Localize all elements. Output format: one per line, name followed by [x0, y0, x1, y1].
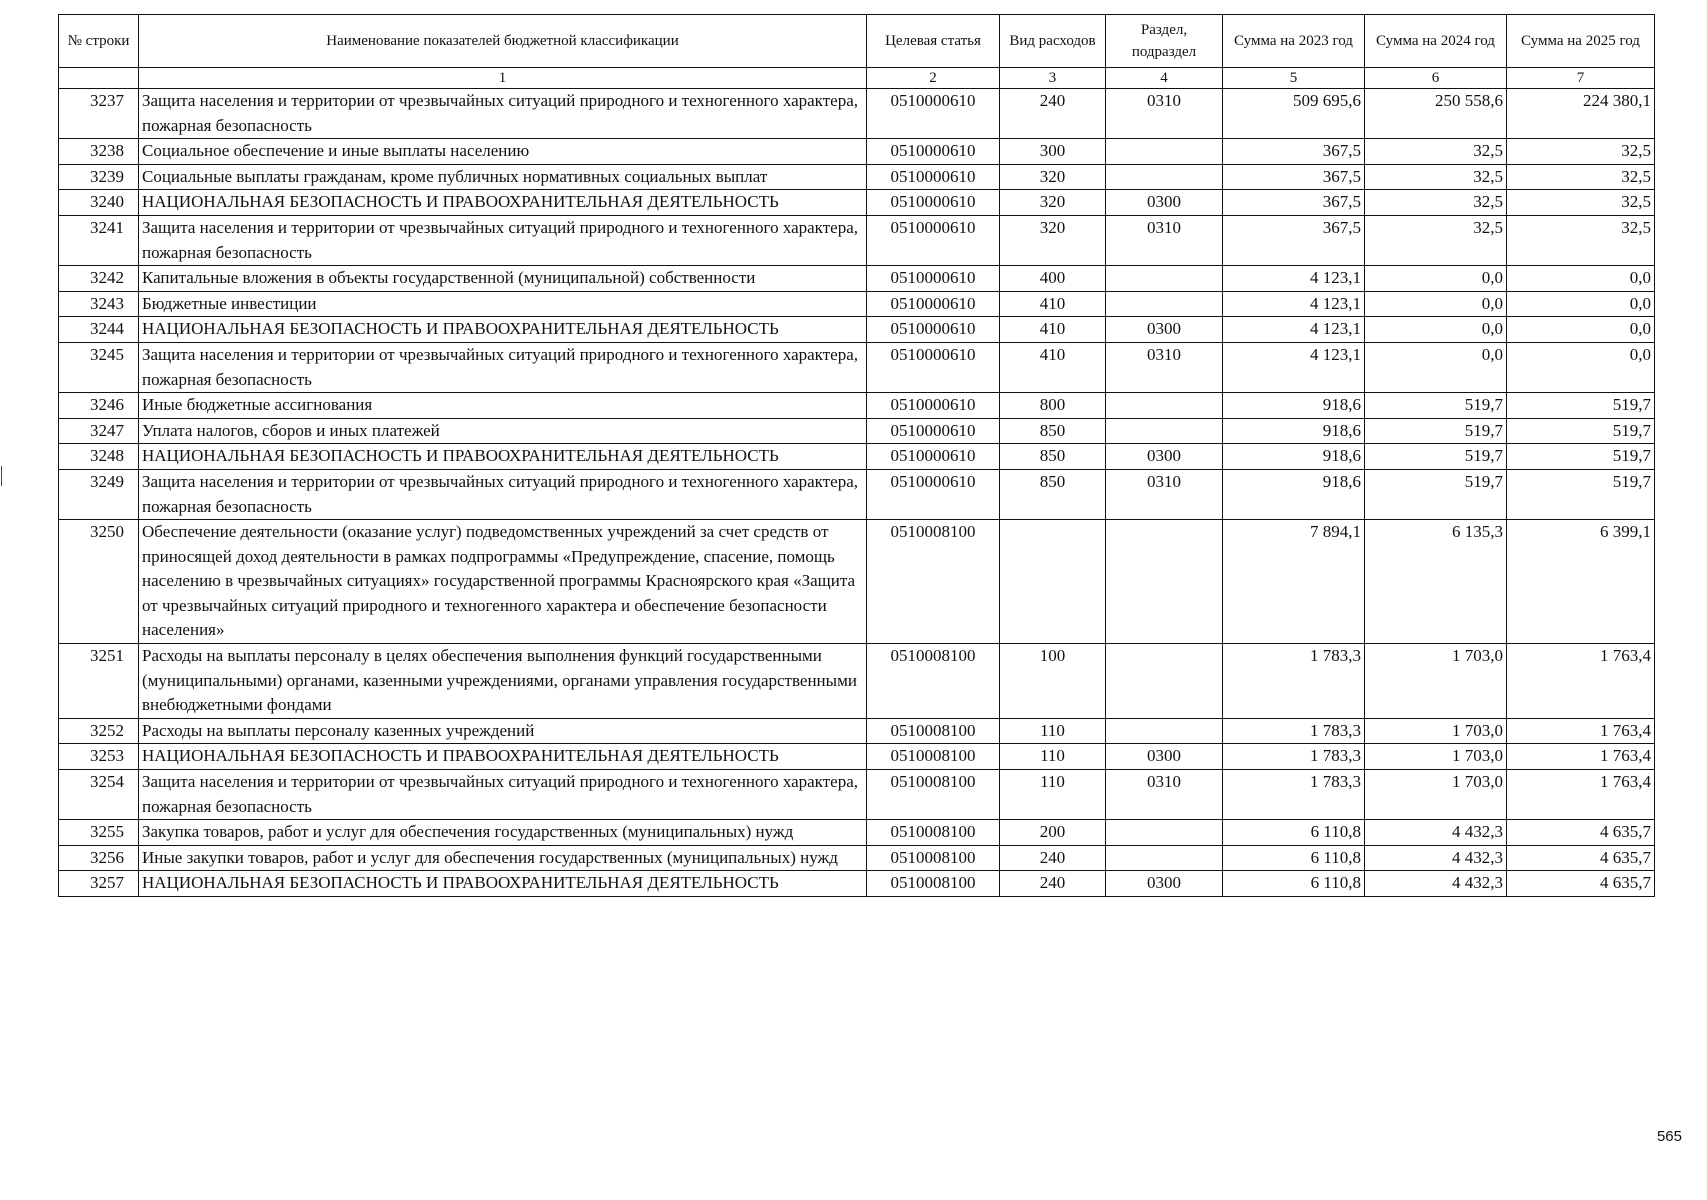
expense-type-cell: 320 [1000, 215, 1106, 265]
section-cell [1106, 164, 1223, 190]
sum-2024-cell: 519,7 [1365, 418, 1507, 444]
table-row [59, 215, 1655, 265]
column-number: 6 [1365, 68, 1507, 89]
section-cell: 0310 [1106, 89, 1223, 139]
row-number-cell: 3256 [59, 845, 139, 871]
header-sum-2023: Сумма на 2023 год [1223, 15, 1365, 68]
table-row [59, 644, 1655, 719]
target-article-cell: 0510000610 [867, 291, 1000, 317]
sum-2023-cell: 367,5 [1223, 139, 1365, 165]
sum-2023-cell: 509 695,6 [1223, 89, 1365, 139]
table-row [59, 520, 1655, 644]
table-row [59, 266, 1655, 292]
sum-2025-cell: 0,0 [1507, 317, 1655, 343]
section-cell: 0300 [1106, 190, 1223, 216]
table-row [59, 291, 1655, 317]
section-cell: 0310 [1106, 342, 1223, 392]
section-cell: 0300 [1106, 444, 1223, 470]
section-cell [1106, 393, 1223, 419]
section-cell [1106, 845, 1223, 871]
sum-2024-cell: 0,0 [1365, 317, 1507, 343]
header-row [59, 15, 1655, 68]
sum-2024-cell: 0,0 [1365, 291, 1507, 317]
row-number-cell: 3241 [59, 215, 139, 265]
sum-2025-cell: 4 635,7 [1507, 820, 1655, 846]
column-number: 4 [1106, 68, 1223, 89]
header-section: Раздел, подраздел [1106, 15, 1223, 68]
target-article-cell: 0510000610 [867, 190, 1000, 216]
row-number-cell: 3253 [59, 744, 139, 770]
section-cell: 0310 [1106, 469, 1223, 519]
table-row [59, 89, 1655, 139]
sum-2023-cell: 1 783,3 [1223, 744, 1365, 770]
column-number: 5 [1223, 68, 1365, 89]
expense-type-cell: 410 [1000, 291, 1106, 317]
sum-2023-cell: 6 110,8 [1223, 871, 1365, 897]
target-article-cell: 0510000610 [867, 215, 1000, 265]
sum-2024-cell: 519,7 [1365, 444, 1507, 470]
sum-2024-cell: 32,5 [1365, 164, 1507, 190]
sum-2025-cell: 224 380,1 [1507, 89, 1655, 139]
row-number-cell: 3247 [59, 418, 139, 444]
row-number-cell: 3245 [59, 342, 139, 392]
target-article-cell: 0510000610 [867, 139, 1000, 165]
sum-2025-cell: 1 763,4 [1507, 644, 1655, 719]
header-row-number: № строки [59, 15, 139, 68]
sum-2024-cell: 1 703,0 [1365, 744, 1507, 770]
sum-2024-cell: 0,0 [1365, 342, 1507, 392]
column-number: 3 [1000, 68, 1106, 89]
target-article-cell: 0510000610 [867, 342, 1000, 392]
table-row [59, 317, 1655, 343]
column-number-row [59, 68, 1655, 89]
section-cell [1106, 266, 1223, 292]
target-article-cell: 0510008100 [867, 845, 1000, 871]
row-number-cell: 3237 [59, 89, 139, 139]
column-number [59, 68, 139, 89]
header-expense-type: Вид расходов [1000, 15, 1106, 68]
target-article-cell: 0510000610 [867, 444, 1000, 470]
sum-2025-cell: 1 763,4 [1507, 718, 1655, 744]
table-body [59, 89, 1655, 897]
expense-type-cell: 100 [1000, 644, 1106, 719]
indicator-name-cell: НАЦИОНАЛЬНАЯ БЕЗОПАСНОСТЬ И ПРАВООХРАНИТЕЛЬНАЯ ДЕЯТЕЛЬНОСТЬ [139, 744, 867, 770]
table-row [59, 770, 1655, 820]
expense-type-cell: 850 [1000, 444, 1106, 470]
column-number: 7 [1507, 68, 1655, 89]
row-number-cell: 3240 [59, 190, 139, 216]
table-row [59, 444, 1655, 470]
target-article-cell: 0510000610 [867, 266, 1000, 292]
sum-2023-cell: 1 783,3 [1223, 644, 1365, 719]
expense-type-cell: 850 [1000, 469, 1106, 519]
expense-type-cell: 110 [1000, 744, 1106, 770]
indicator-name-cell: НАЦИОНАЛЬНАЯ БЕЗОПАСНОСТЬ И ПРАВООХРАНИТЕЛЬНАЯ ДЕЯТЕЛЬНОСТЬ [139, 871, 867, 897]
sum-2024-cell: 519,7 [1365, 393, 1507, 419]
indicator-name-cell: Социальные выплаты гражданам, кроме публичных нормативных социальных выплат [139, 164, 867, 190]
expense-type-cell: 300 [1000, 139, 1106, 165]
row-number-cell: 3255 [59, 820, 139, 846]
header-sum-2025: Сумма на 2025 год [1507, 15, 1655, 68]
section-cell: 0310 [1106, 215, 1223, 265]
section-cell [1106, 520, 1223, 644]
sum-2025-cell: 6 399,1 [1507, 520, 1655, 644]
expense-type-cell: 320 [1000, 190, 1106, 216]
sum-2024-cell: 4 432,3 [1365, 871, 1507, 897]
sum-2024-cell: 519,7 [1365, 469, 1507, 519]
indicator-name-cell: Закупка товаров, работ и услуг для обеспечения государственных (муниципальных) нужд [139, 820, 867, 846]
sum-2025-cell: 0,0 [1507, 342, 1655, 392]
row-number-cell: 3254 [59, 770, 139, 820]
table-row [59, 190, 1655, 216]
table-row [59, 139, 1655, 165]
target-article-cell: 0510000610 [867, 469, 1000, 519]
section-cell: 0310 [1106, 770, 1223, 820]
expense-type-cell: 410 [1000, 342, 1106, 392]
sum-2024-cell: 1 703,0 [1365, 644, 1507, 719]
table-row [59, 469, 1655, 519]
target-article-cell: 0510000610 [867, 393, 1000, 419]
page-number: 565 [1656, 1128, 1682, 1145]
budget-table [58, 14, 1655, 897]
expense-type-cell [1000, 520, 1106, 644]
expense-type-cell: 320 [1000, 164, 1106, 190]
row-number-cell: 3248 [59, 444, 139, 470]
indicator-name-cell: НАЦИОНАЛЬНАЯ БЕЗОПАСНОСТЬ И ПРАВООХРАНИТЕЛЬНАЯ ДЕЯТЕЛЬНОСТЬ [139, 444, 867, 470]
sum-2023-cell: 6 110,8 [1223, 845, 1365, 871]
sum-2025-cell: 32,5 [1507, 215, 1655, 265]
sum-2025-cell: 4 635,7 [1507, 871, 1655, 897]
indicator-name-cell: Расходы на выплаты персоналу в целях обеспечения выполнения функций государственными (муниципальными) органами, казенными учреждениями, органами управления государственными внебюджетными фондами [139, 644, 867, 719]
sum-2024-cell: 0,0 [1365, 266, 1507, 292]
indicator-name-cell: Уплата налогов, сборов и иных платежей [139, 418, 867, 444]
expense-type-cell: 110 [1000, 770, 1106, 820]
expense-type-cell: 410 [1000, 317, 1106, 343]
indicator-name-cell: Обеспечение деятельности (оказание услуг) подведомственных учреждений за счет средств от приносящей доход деятельности в рамках подпрограммы «Предупреждение, спасение, помощь населению в чрезвычайных ситуациях» государственной программы Красноярского края «Защита от чрезвычайных ситуаций природного и техногенного характера и обеспечение безопасности населения» [139, 520, 867, 644]
target-article-cell: 0510008100 [867, 644, 1000, 719]
section-cell [1106, 820, 1223, 846]
target-article-cell: 0510000610 [867, 89, 1000, 139]
expense-type-cell: 200 [1000, 820, 1106, 846]
table-row [59, 718, 1655, 744]
target-article-cell: 0510008100 [867, 718, 1000, 744]
indicator-name-cell: Капитальные вложения в объекты государственной (муниципальной) собственности [139, 266, 867, 292]
row-number-cell: 3246 [59, 393, 139, 419]
target-article-cell: 0510008100 [867, 820, 1000, 846]
row-number-cell: 3239 [59, 164, 139, 190]
section-cell [1106, 644, 1223, 719]
table-row [59, 820, 1655, 846]
column-number: 2 [867, 68, 1000, 89]
row-number-cell: 3250 [59, 520, 139, 644]
sum-2024-cell: 1 703,0 [1365, 718, 1507, 744]
sum-2024-cell: 32,5 [1365, 215, 1507, 265]
indicator-name-cell: Социальное обеспечение и иные выплаты населению [139, 139, 867, 165]
table-row [59, 393, 1655, 419]
sum-2023-cell: 918,6 [1223, 393, 1365, 419]
header-target-article: Целевая статья [867, 15, 1000, 68]
indicator-name-cell: Расходы на выплаты персоналу казенных учреждений [139, 718, 867, 744]
table-row [59, 845, 1655, 871]
table-row [59, 418, 1655, 444]
table-row [59, 342, 1655, 392]
header-sum-2024: Сумма на 2024 год [1365, 15, 1507, 68]
indicator-name-cell: НАЦИОНАЛЬНАЯ БЕЗОПАСНОСТЬ И ПРАВООХРАНИТЕЛЬНАЯ ДЕЯТЕЛЬНОСТЬ [139, 190, 867, 216]
sum-2025-cell: 32,5 [1507, 139, 1655, 165]
sum-2024-cell: 250 558,6 [1365, 89, 1507, 139]
sum-2023-cell: 367,5 [1223, 215, 1365, 265]
target-article-cell: 0510008100 [867, 520, 1000, 644]
sum-2024-cell: 4 432,3 [1365, 845, 1507, 871]
sum-2023-cell: 6 110,8 [1223, 820, 1365, 846]
indicator-name-cell: Бюджетные инвестиции [139, 291, 867, 317]
row-number-cell: 3243 [59, 291, 139, 317]
section-cell: 0300 [1106, 317, 1223, 343]
expense-type-cell: 240 [1000, 845, 1106, 871]
expense-type-cell: 240 [1000, 89, 1106, 139]
table-row [59, 164, 1655, 190]
indicator-name-cell: Защита населения и территории от чрезвычайных ситуаций природного и техногенного характера, пожарная безопасность [139, 469, 867, 519]
sum-2023-cell: 918,6 [1223, 418, 1365, 444]
sum-2025-cell: 0,0 [1507, 266, 1655, 292]
sum-2025-cell: 519,7 [1507, 393, 1655, 419]
expense-type-cell: 850 [1000, 418, 1106, 444]
target-article-cell: 0510008100 [867, 770, 1000, 820]
target-article-cell: 0510008100 [867, 871, 1000, 897]
sum-2023-cell: 4 123,1 [1223, 317, 1365, 343]
row-number-cell: 3251 [59, 644, 139, 719]
table-row [59, 871, 1655, 897]
row-number-cell: 3238 [59, 139, 139, 165]
sum-2024-cell: 1 703,0 [1365, 770, 1507, 820]
sum-2023-cell: 4 123,1 [1223, 342, 1365, 392]
sum-2024-cell: 6 135,3 [1365, 520, 1507, 644]
sum-2025-cell: 0,0 [1507, 291, 1655, 317]
sum-2025-cell: 519,7 [1507, 444, 1655, 470]
indicator-name-cell: Защита населения и территории от чрезвычайных ситуаций природного и техногенного характера, пожарная безопасность [139, 770, 867, 820]
sum-2023-cell: 7 894,1 [1223, 520, 1365, 644]
sum-2023-cell: 918,6 [1223, 444, 1365, 470]
sum-2025-cell: 32,5 [1507, 164, 1655, 190]
indicator-name-cell: Защита населения и территории от чрезвычайных ситуаций природного и техногенного характера, пожарная безопасность [139, 342, 867, 392]
target-article-cell: 0510008100 [867, 744, 1000, 770]
sum-2025-cell: 1 763,4 [1507, 770, 1655, 820]
sum-2023-cell: 1 783,3 [1223, 770, 1365, 820]
row-number-cell: 3252 [59, 718, 139, 744]
section-cell [1106, 718, 1223, 744]
target-article-cell: 0510000610 [867, 418, 1000, 444]
column-number: 1 [139, 68, 867, 89]
expense-type-cell: 400 [1000, 266, 1106, 292]
row-number-cell: 3244 [59, 317, 139, 343]
section-cell: 0300 [1106, 744, 1223, 770]
row-number-cell: 3242 [59, 266, 139, 292]
indicator-name-cell: НАЦИОНАЛЬНАЯ БЕЗОПАСНОСТЬ И ПРАВООХРАНИТЕЛЬНАЯ ДЕЯТЕЛЬНОСТЬ [139, 317, 867, 343]
header-name: Наименование показателей бюджетной классификации [139, 15, 867, 68]
row-number-cell: 3249 [59, 469, 139, 519]
indicator-name-cell: Защита населения и территории от чрезвычайных ситуаций природного и техногенного характера, пожарная безопасность [139, 89, 867, 139]
margin-mark [1, 466, 2, 486]
expense-type-cell: 240 [1000, 871, 1106, 897]
sum-2024-cell: 32,5 [1365, 139, 1507, 165]
sum-2024-cell: 4 432,3 [1365, 820, 1507, 846]
sum-2025-cell: 1 763,4 [1507, 744, 1655, 770]
target-article-cell: 0510000610 [867, 317, 1000, 343]
row-number-cell: 3257 [59, 871, 139, 897]
section-cell [1106, 139, 1223, 165]
indicator-name-cell: Иные бюджетные ассигнования [139, 393, 867, 419]
sum-2024-cell: 32,5 [1365, 190, 1507, 216]
target-article-cell: 0510000610 [867, 164, 1000, 190]
section-cell [1106, 291, 1223, 317]
sum-2023-cell: 4 123,1 [1223, 266, 1365, 292]
sum-2023-cell: 367,5 [1223, 164, 1365, 190]
indicator-name-cell: Защита населения и территории от чрезвычайных ситуаций природного и техногенного характера, пожарная безопасность [139, 215, 867, 265]
sum-2025-cell: 519,7 [1507, 469, 1655, 519]
table-row [59, 744, 1655, 770]
expense-type-cell: 110 [1000, 718, 1106, 744]
sum-2025-cell: 519,7 [1507, 418, 1655, 444]
section-cell: 0300 [1106, 871, 1223, 897]
sum-2023-cell: 4 123,1 [1223, 291, 1365, 317]
section-cell [1106, 418, 1223, 444]
sum-2023-cell: 1 783,3 [1223, 718, 1365, 744]
sum-2023-cell: 918,6 [1223, 469, 1365, 519]
sum-2023-cell: 367,5 [1223, 190, 1365, 216]
expense-type-cell: 800 [1000, 393, 1106, 419]
sum-2025-cell: 4 635,7 [1507, 845, 1655, 871]
sum-2025-cell: 32,5 [1507, 190, 1655, 216]
indicator-name-cell: Иные закупки товаров, работ и услуг для обеспечения государственных (муниципальных) нужд [139, 845, 867, 871]
